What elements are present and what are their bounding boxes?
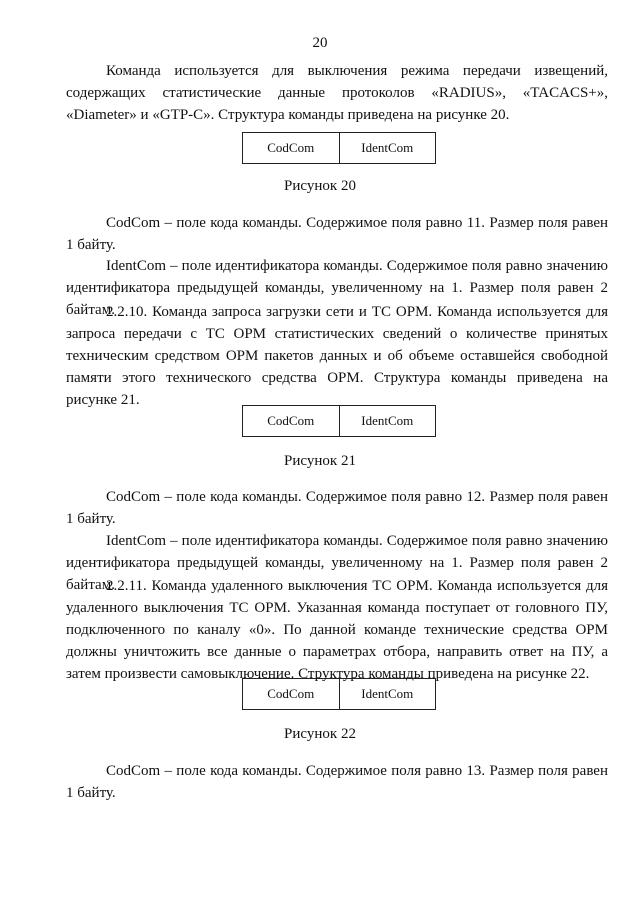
command-structure-diagram xyxy=(242,132,436,164)
paragraph: 2.2.10. Команда запроса загрузки сети и ТС ОРМ. Команда используется для запроса передачи с ТС ОРМ статистических сведений о количестве принятых техническим средством ОРМ пакетов данных и об объеме оставшейся свободной памяти этого технического средства ОРМ. Структура команды приведена на рисунке 21. xyxy=(66,304,608,408)
figure-caption: Рисунок 21 xyxy=(284,453,356,469)
field-codcom: CodCom xyxy=(267,686,315,701)
figure-caption: Рисунок 22 xyxy=(284,726,356,742)
paragraph: IdentCom – поле идентификатора команды. Содержимое поля равно значению идентификатора предыдущей команды, увеличенному на 1. Размер поля равен 2 байтам. xyxy=(66,258,608,318)
field-codcom: CodCom xyxy=(267,140,315,155)
field-identcom: IdentCom xyxy=(339,133,436,163)
field-codcom: CodCom xyxy=(267,413,315,428)
paragraph: IdentCom – поле идентификатора команды. Содержимое поля равно значению идентификатора предыдущей команды, увеличенному на 1. Размер поля равен 2 байтам. xyxy=(66,533,608,593)
paragraph: CodCom – поле кода команды. Содержимое поля равно 13. Размер поля равен 1 байту. xyxy=(66,763,608,801)
paragraph: CodCom – поле кода команды. Содержимое поля равно 12. Размер поля равен 1 байту. xyxy=(66,489,608,527)
paragraph: Команда используется для выключения режима передачи извещений, содержащих статистические данные протоколов «RADIUS», «TACACS+», «Diameter» и «GTP-C». Структура команды приведена на рисунке 20. xyxy=(66,63,608,123)
command-structure-diagram xyxy=(242,678,436,710)
paragraph: CodCom – поле кода команды. Содержимое поля равно 11. Размер поля равен 1 байту. xyxy=(66,215,608,253)
command-structure-diagram xyxy=(242,405,436,437)
field-identcom: IdentCom xyxy=(339,679,436,709)
paragraph: 2.2.11. Команда удаленного выключения ТС ОРМ. Команда используется для удаленного выключения ТС ОРМ. Указанная команда поступает от головного ПУ, подключенного по каналу «0». По данной команде технические средства ОРМ должны уничтожить все данные о параметрах отбора, направить ответ на ПУ, а затем произвести самовыключение. Структура команды приведена на рисунке 22. xyxy=(66,578,608,682)
figure-caption: Рисунок 20 xyxy=(284,178,356,194)
field-identcom: IdentCom xyxy=(339,406,436,436)
page-number: 20 xyxy=(312,35,328,51)
